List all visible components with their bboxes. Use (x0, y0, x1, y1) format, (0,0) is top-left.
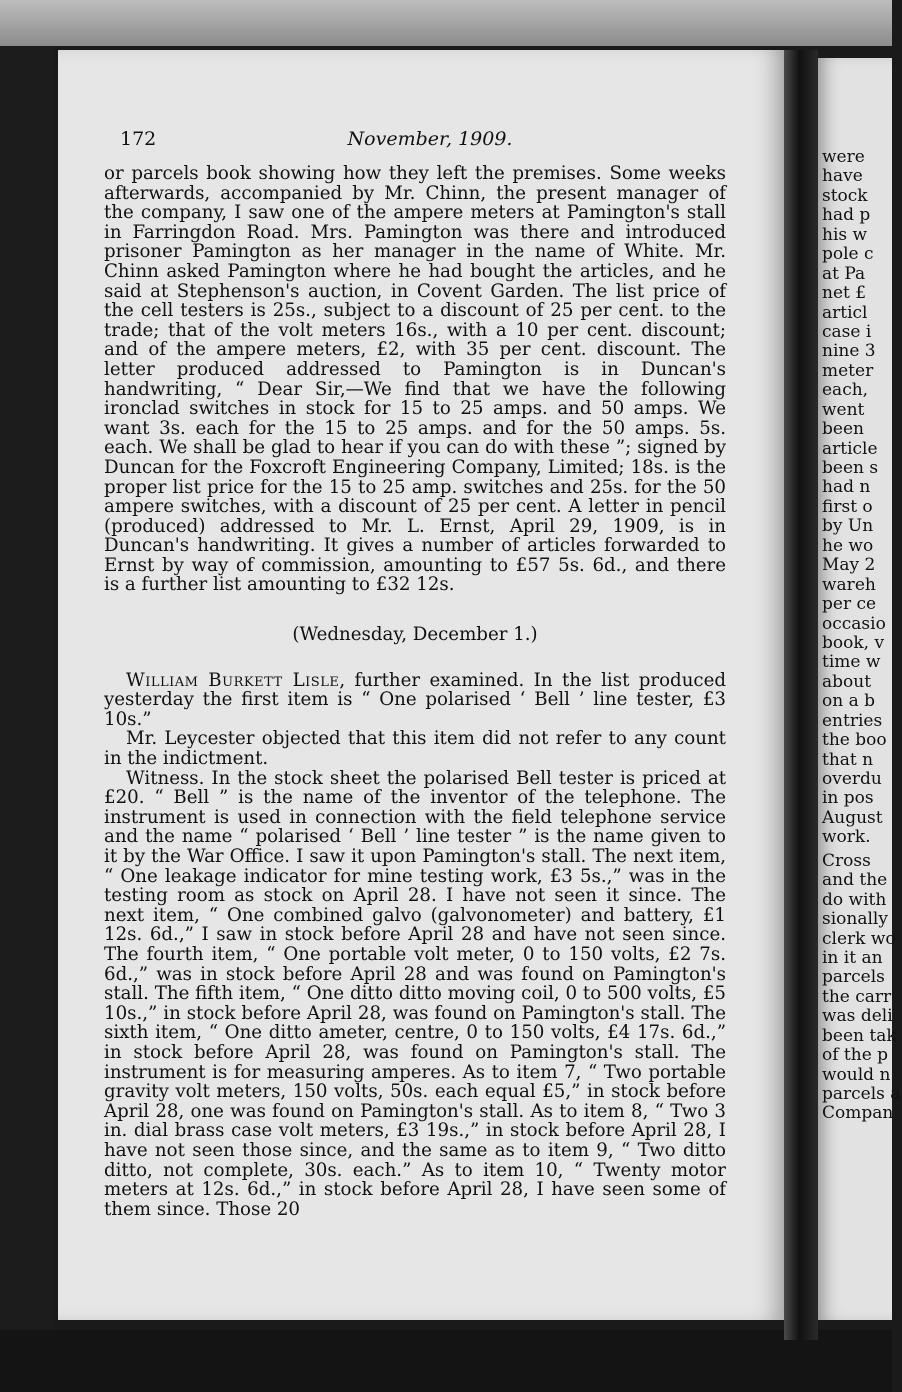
facing-page-line: August (822, 807, 883, 828)
running-head: November, 1909. (347, 128, 513, 150)
facing-page-line: net £ (822, 283, 867, 304)
facing-page-line: time w (822, 652, 881, 673)
page-number: 172 (120, 128, 157, 150)
facing-page-line: in it an (822, 947, 883, 968)
facing-page-line: he wo (822, 535, 874, 556)
facing-page-line: book, v (822, 632, 885, 653)
facing-page-line: clerk wo (822, 928, 896, 949)
facing-page-line: that n (822, 749, 874, 770)
witness-statement: , further examined. In the list produced yesterday the first item is “ One polarised ‘ Bell ’ line tester, £3 10s.” (104, 669, 726, 730)
facing-page-line: had n (822, 477, 871, 498)
scan-top-strip (0, 0, 892, 46)
facing-page-line: per ce (822, 594, 877, 615)
facing-page-line: do with (822, 889, 887, 910)
facing-page-line: and the (822, 870, 888, 891)
facing-page-line: in pos (822, 788, 874, 809)
testimony-paragraph: Witness. In the stock sheet the polarised Bell tester is priced at £20. “ Bell ” is the name of the inventor of the telephone. The instrument is used in connection with the field telephone service and the name “ polarised ‘ Bell ’ line tester ” is the name given to it by the War Office. I saw it upon Pamington's stall. The next item, “ One leakage indicator for mine testing work, £3 5s.,” was in the testing room as stock on April 28. I have not seen it since. The next item, “ One combined galvo (galvonometer) and battery, £1 12s. 6d.,” I saw in stock before April 28 and have not seen since. The fourth item, “ One portable volt meter, 0 to 150 volts, £2 7s. 6d.,” was in stock before April 28 and was found on Pamington's stall. The fifth item, “ One ditto ditto moving coil, 0 to 500 volts, £5 10s.,” in stock before April 28, was found on Pamington's stall. The sixth item, “ One ditto ameter, centre, 0 to 150 volts, £4 17s. 6d.,” in stock before April 28, was found on Pamington's stall. The instrument is for measuring amperes. As to item 7, “ Two portable gravity volt meters, 150 volts, 50s. each equal £5,” in stock before April 28, one was found on Pamington's stall. As to item 8, “ Two 3 in. dial brass case volt meters, £3 19s.,” in stock before April 28, I have not seen those since, and the same as to item 9, “ Two ditto ditto, not complete, 30s. each.” As to item 10, “ Twenty motor meters at 12s. 6d.,” in stock before April 28, I have seen some of them since. Those 20 (104, 767, 726, 1220)
facing-page-line: been (822, 419, 864, 440)
facing-page-line: was deli (822, 1006, 893, 1027)
page-header (120, 126, 740, 156)
objection-paragraph: Mr. Leycester objected that this item did not refer to any count in the indictment. (104, 728, 726, 770)
facing-page-line: have (822, 166, 863, 187)
facing-page-line: on a b (822, 691, 876, 712)
facing-page-line: meter (822, 360, 874, 381)
facing-page-line: overdu (822, 769, 882, 789)
witness-paragraph (104, 671, 726, 730)
facing-page-line: would n (822, 1064, 891, 1085)
facing-page-line: been s (822, 458, 879, 478)
page-body (104, 164, 726, 1219)
facing-page-line: parcels (822, 967, 885, 988)
facing-page-line: been tak (822, 1025, 897, 1046)
facing-page-line: wareh (822, 574, 876, 595)
scan-bottom-band (0, 1330, 892, 1392)
facing-page-line: pole c (822, 244, 874, 265)
facing-page-line: articl (822, 302, 868, 323)
hearing-date: (Wednesday, December 1.) (292, 624, 538, 646)
facing-page-line: of the p (822, 1045, 889, 1066)
facing-page-line: his w (822, 224, 868, 245)
facing-page-line: Cross (822, 850, 871, 871)
facing-page-line: the boo (822, 730, 887, 751)
scan-left-edge (0, 46, 54, 1392)
book-gutter (784, 50, 818, 1340)
facing-page-line: went (822, 399, 865, 420)
facing-page (818, 58, 901, 1320)
facing-page-line: entries (822, 710, 883, 731)
facing-page-line: the carr (822, 986, 892, 1007)
facing-page-line: stock (822, 185, 868, 206)
facing-page-line: by Un (822, 516, 874, 537)
facing-page-line: Compan (822, 1103, 894, 1124)
facing-page-line: sionally (822, 909, 888, 930)
facing-page-line: at Pa (822, 263, 866, 284)
facing-page-line: first o (822, 496, 873, 517)
witness-name: William Burkett Lisle (126, 669, 340, 691)
facing-page-line: parcels a (822, 1084, 901, 1104)
facing-page-line: about (822, 671, 872, 692)
facing-page-line: case i (822, 321, 872, 342)
facing-page-line: occasio (822, 613, 886, 634)
facing-page-line: May 2 (822, 555, 876, 576)
facing-page-line: each, (822, 380, 869, 401)
facing-page-line: were (822, 147, 865, 167)
facing-page-line: had p (822, 205, 871, 226)
facing-page-line: work. (822, 827, 871, 848)
facing-page-text (822, 148, 902, 1124)
paragraph-continued: or parcels book showing how they left the premises. Some weeks afterwards, accompanied by Mr. Chinn, the present manager of the company, I saw one of the ampere meters at Pamington's stall in Farringdon Road. Mrs. Pamington was there and introduced prisoner Pamington as her manager in the name of White. Mr. Chinn asked Pamington where he had bought the articles, and he said at Stephenson's auction, in Covent Garden. The list price of the cell testers is 25s., subject to a discount of 25 per cent. to the trade; that of the volt meters 16s., with a 10 per cent. discount; and of the ampere meters, £2, with 35 per cent. discount. The letter produced addressed to Pamington is in Duncan's handwriting, “ Dear Sir,—We find that we have the following ironclad switches in stock for 15 to 25 amps. and 50 amps. We want 3s. each for the 15 to 25 amps. and for the 50 amps. 5s. each. We shall be glad to hear if you can do with these ”; signed by Duncan for the Foxcroft Engineering Company, Limited; 18s. is the proper list price for the 15 to 25 amp. switches and 25s. for the 50 ampere switches, with a discount of 25 per cent. A letter in pencil (produced) addressed to Mr. L. Ernst, April 29, 1909, is in Duncan's handwriting. It gives a number of articles forwarded to Ernst by way of commission, amounting to £57 5s. 6d., and there is a further list amounting to £32 12s. (104, 163, 726, 596)
facing-page-line: article (822, 438, 878, 459)
facing-page-line: nine 3 (822, 341, 876, 362)
